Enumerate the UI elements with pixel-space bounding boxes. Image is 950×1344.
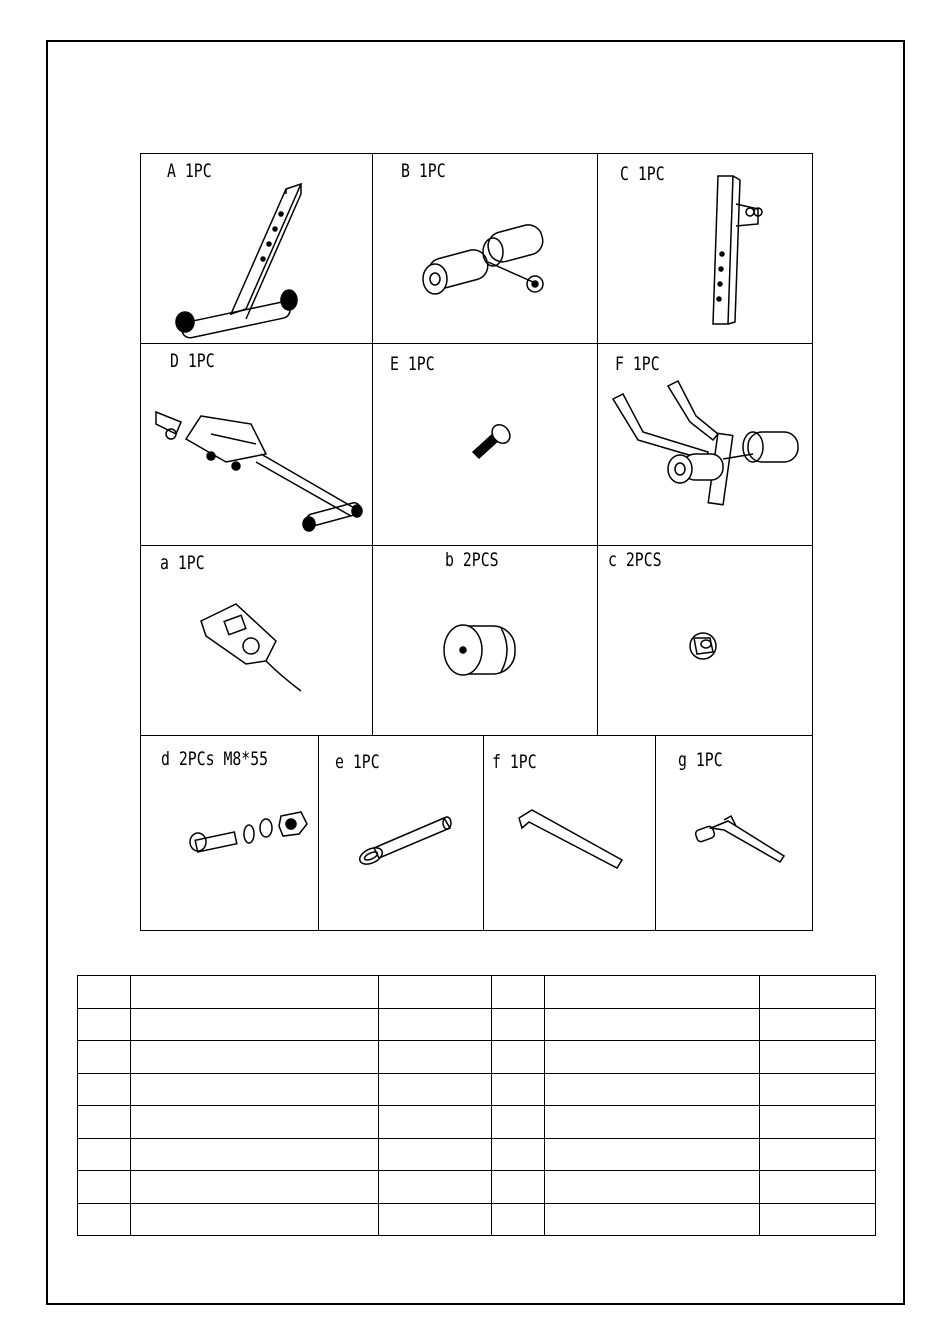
table-row (78, 1041, 876, 1074)
part-label-E: E 1PC (390, 353, 435, 375)
part-cell-F (597, 343, 813, 546)
pin-illustration (319, 736, 485, 932)
handle-bar-illustration (598, 344, 814, 547)
table-cell (78, 1171, 131, 1204)
part-label-e: e 1PC (335, 751, 380, 773)
table-cell (78, 976, 131, 1009)
table-cell (130, 1203, 378, 1236)
table-cell (130, 1171, 378, 1204)
table-cell (760, 1138, 876, 1171)
part-label-b: b 2PCS (445, 549, 499, 571)
table-row (78, 1203, 876, 1236)
table-cell (492, 1008, 545, 1041)
part-label-F: F 1PC (615, 353, 660, 375)
foam-roller-illustration (373, 546, 599, 737)
table-cell (545, 1041, 760, 1074)
table-cell (378, 1171, 492, 1204)
table-cell (545, 976, 760, 1009)
part-cell-b (372, 545, 598, 736)
bolt-set-illustration (141, 736, 320, 932)
part-cell-e (318, 735, 484, 931)
allen-key-illustration (484, 736, 657, 932)
part-label-B: B 1PC (401, 160, 446, 182)
part-cell-d (140, 735, 319, 931)
table-cell (78, 1138, 131, 1171)
part-label-d: d 2PCs M8*55 (161, 748, 269, 770)
table-cell (130, 976, 378, 1009)
upright-post-illustration (598, 154, 814, 345)
table-cell (545, 1171, 760, 1204)
part-cell-c (597, 545, 813, 736)
frame-base-illustration (141, 154, 374, 345)
table-cell (760, 1073, 876, 1106)
table-cell (378, 1106, 492, 1139)
bolt-illustration (373, 344, 599, 547)
table-cell (130, 1106, 378, 1139)
table-cell (545, 1008, 760, 1041)
table-row (78, 1171, 876, 1204)
table-cell (492, 1041, 545, 1074)
main-frame-illustration (141, 344, 374, 547)
table-cell (130, 1073, 378, 1106)
table-cell (545, 1106, 760, 1139)
table-cell (760, 1171, 876, 1204)
table-cell (378, 1008, 492, 1041)
table-cell (378, 1138, 492, 1171)
table-cell (78, 1073, 131, 1106)
table-row (78, 1138, 876, 1171)
part-cell-B (372, 153, 598, 344)
part-label-a: a 1PC (160, 552, 205, 574)
part-label-c: c 2PCS (608, 549, 662, 571)
table-cell (378, 1073, 492, 1106)
table-cell (130, 1138, 378, 1171)
part-cell-A (140, 153, 373, 344)
table-cell (130, 1008, 378, 1041)
part-cell-g (655, 735, 813, 931)
table-cell (492, 1073, 545, 1106)
part-cell-C (597, 153, 813, 344)
table-cell (130, 1041, 378, 1074)
part-cell-f (483, 735, 656, 931)
parts-list-table (77, 975, 876, 1236)
part-label-f: f 1PC (492, 751, 537, 773)
computer-monitor-illustration (141, 546, 374, 737)
table-cell (760, 1041, 876, 1074)
roller-pad-illustration (373, 154, 599, 345)
table-row (78, 976, 876, 1009)
table-cell (492, 1203, 545, 1236)
table-cell (378, 1203, 492, 1236)
part-cell-a (140, 545, 373, 736)
part-cell-D (140, 343, 373, 546)
table-cell (78, 1203, 131, 1236)
table-cell (492, 1106, 545, 1139)
table-row (78, 1008, 876, 1041)
table-cell (492, 976, 545, 1009)
table-cell (492, 1171, 545, 1204)
table-cell (78, 1041, 131, 1074)
socket-wrench-illustration (656, 736, 814, 932)
cap-nut-illustration (598, 546, 814, 737)
table-cell (760, 1203, 876, 1236)
table-cell (545, 1073, 760, 1106)
part-label-g: g 1PC (678, 749, 723, 771)
table-cell (492, 1138, 545, 1171)
table-cell (78, 1106, 131, 1139)
table-cell (760, 1106, 876, 1139)
table-cell (78, 1008, 131, 1041)
part-label-A: A 1PC (167, 160, 212, 182)
table-cell (545, 1138, 760, 1171)
table-cell (378, 1041, 492, 1074)
table-cell (378, 976, 492, 1009)
table-cell (545, 1203, 760, 1236)
table-cell (760, 976, 876, 1009)
table-row (78, 1106, 876, 1139)
table-cell (760, 1008, 876, 1041)
part-label-D: D 1PC (170, 350, 215, 372)
part-cell-E (372, 343, 598, 546)
table-row (78, 1073, 876, 1106)
part-label-C: C 1PC (620, 163, 665, 185)
